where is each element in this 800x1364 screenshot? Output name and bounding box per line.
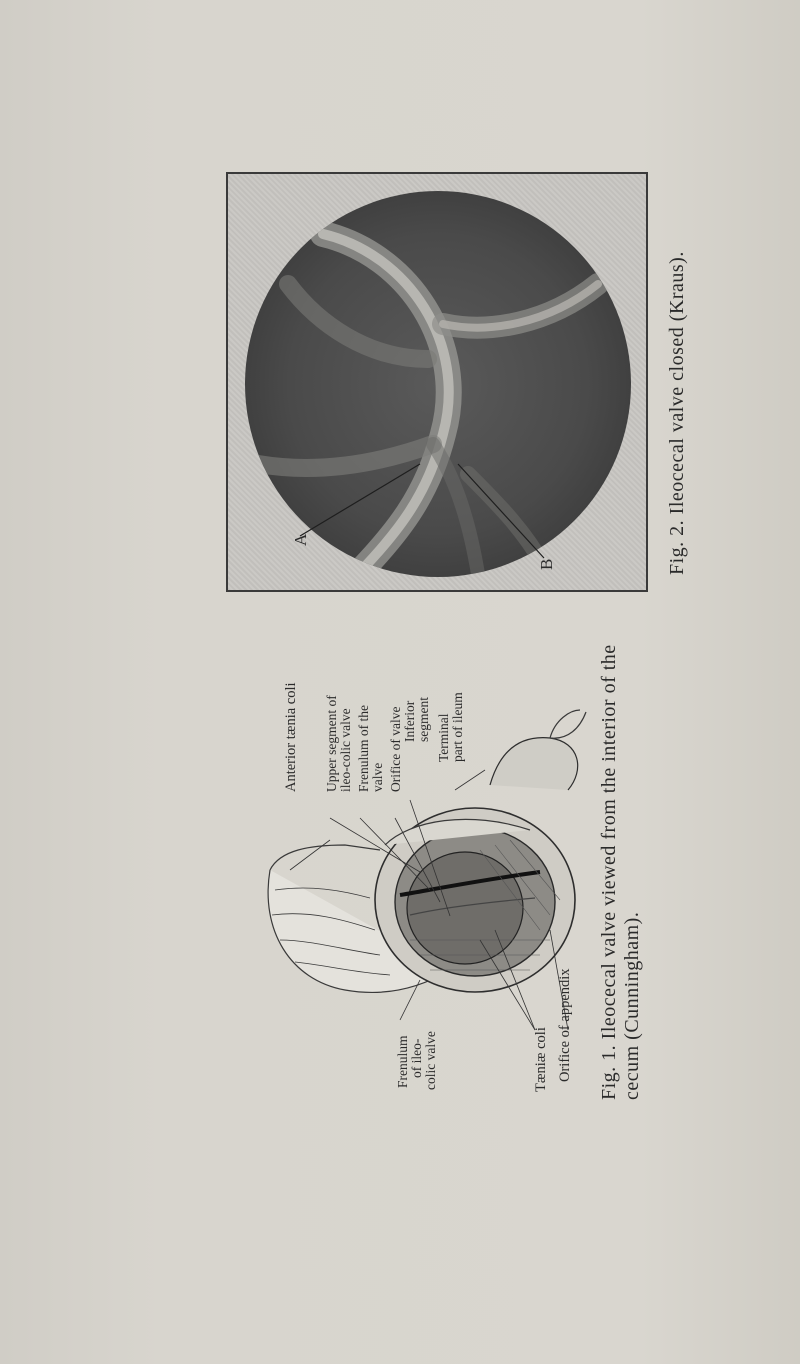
label-frenulum-valve-2: valve [370, 762, 385, 792]
figure-2-plate [226, 172, 648, 592]
label-anterior-taenia: Anterior tænia coli [283, 682, 299, 792]
label-frenulum-valve-1: Frenulum of the [356, 705, 371, 792]
label-terminal-ileum-1: Terminal [436, 713, 451, 762]
label-inferior-segment-1: Inferior [402, 700, 417, 742]
label-taeniae-coli: Tæniæ coli [533, 1027, 549, 1092]
endoscopic-view-illustration [228, 174, 646, 590]
label-orifice-appendix: Orifice of appendix [557, 968, 573, 1082]
figure-1-caption-line-1: Fig. 1. Ileocecal valve viewed from the interior of the [598, 644, 620, 1100]
label-inferior-segment-2: segment [416, 697, 431, 742]
label-frenulum-ileo-3: colic valve [423, 1031, 438, 1090]
label-b: B [537, 558, 556, 570]
label-frenulum-ileo-1: Frenulum [395, 1035, 410, 1088]
figure-2-caption: Fig. 2. Ileocecal valve closed (Kraus). [666, 251, 688, 575]
label-orifice-valve: Orifice of valve [388, 706, 403, 792]
label-a: A [291, 533, 310, 546]
label-terminal-ileum-2: part of ileum [450, 692, 465, 762]
label-upper-segment-2: ileo-colic valve [338, 708, 353, 792]
label-upper-segment-1: Upper segment of [324, 695, 339, 792]
label-frenulum-ileo-2: of ileo- [409, 1038, 424, 1078]
figure-1-caption-line-2: cecum (Cunningham). [621, 911, 643, 1100]
